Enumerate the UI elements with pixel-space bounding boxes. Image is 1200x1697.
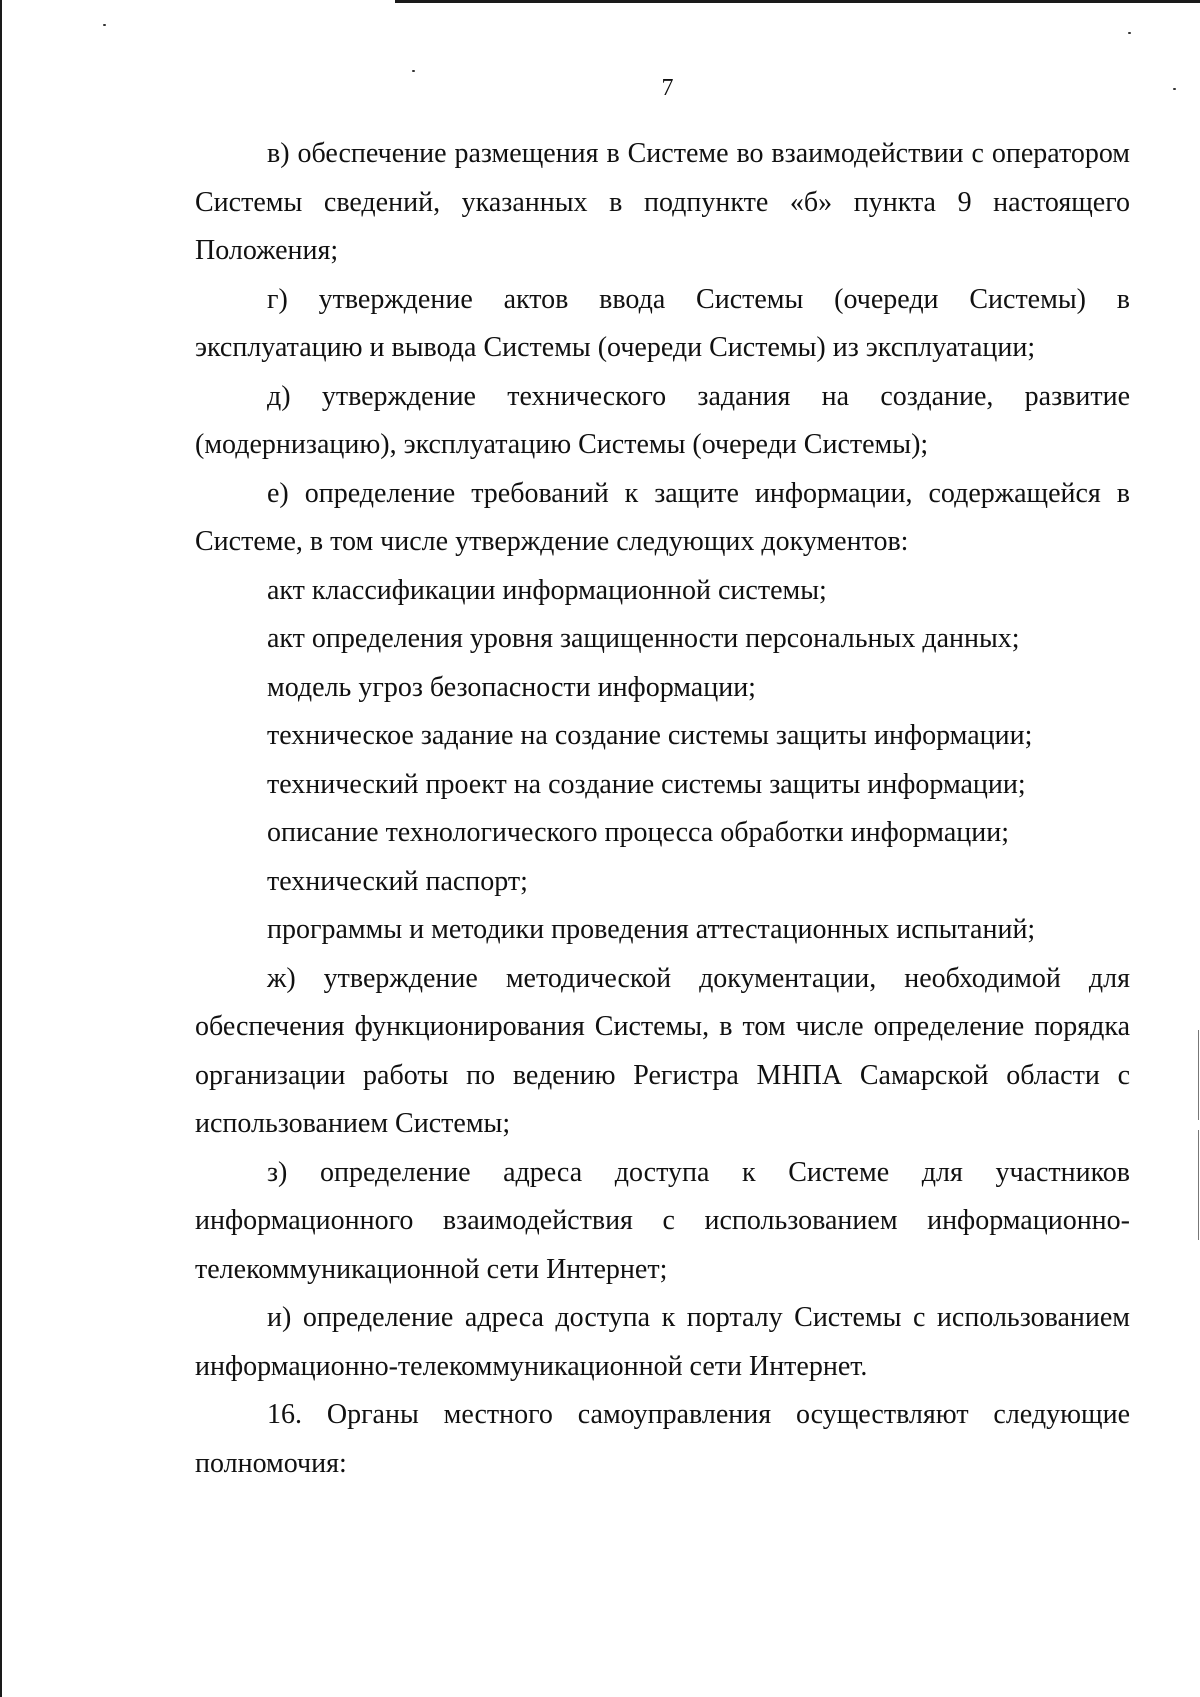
right-edge-mark	[1198, 1130, 1199, 1240]
document-list-item: технический проект на создание системы защиты информации;	[267, 768, 1026, 800]
paragraph-item-zh: ж) утверждение методической документации, необходимой для обеспечения функционирования Системы, в том числе определение порядка организации работы по ведению Регистра МНПА Самарской области с использованием Системы;	[195, 962, 1130, 1139]
document-list-item: описание технологического процесса обработки информации;	[267, 817, 1009, 848]
paragraph-item-z: з) определение адреса доступа к Системе для участников информационного взаимодействия с использованием информационно-телекоммуникационной сети Интернет;	[195, 1156, 1130, 1285]
paragraph-item-i: и) определение адреса доступа к порталу Системы с использованием информационно-телекоммуникационной сети Интернет.	[195, 1302, 1130, 1382]
paragraph-item-e: е) определение требований к защите информации, содержащейся в Системе, в том числе утверждение следующих документов:	[195, 477, 1130, 557]
document-list-item: технический паспорт;	[267, 865, 528, 897]
left-border-line	[0, 0, 2, 1697]
paragraph-16: 16. Органы местного самоуправления осуществляют следующие полномочия:	[195, 1399, 1130, 1479]
paragraph-item-v: в) обеспечение размещения в Системе во взаимодействии с оператором Системы сведений, указанных в подпункте «б» пункта 9 настоящего Положения;	[195, 138, 1130, 266]
paragraph-item-d: д) утверждение технического задания на создание, развитие (модернизацию), эксплуатацию Системы (очереди Системы);	[195, 380, 1130, 460]
scan-speck	[103, 24, 106, 26]
right-edge-mark	[1198, 1030, 1199, 1120]
document-list-item: акт определения уровня защищенности персональных данных;	[267, 623, 1020, 654]
document-list-item: программы и методики проведения аттестационных испытаний;	[267, 914, 1036, 945]
scan-speck	[412, 70, 415, 72]
document-list-item: техническое задание на создание системы защиты информации;	[267, 720, 1033, 751]
scan-speck	[1128, 32, 1131, 34]
document-list-item: акт классификации информационной системы;	[267, 574, 827, 606]
body-text	[195, 130, 1130, 1488]
page-number: 7	[661, 75, 674, 101]
document-list-item: модель угроз безопасности информации;	[267, 671, 756, 703]
paragraph-item-g: г) утверждение актов ввода Системы (очереди Системы) в эксплуатацию и вывода Системы (очереди Системы) из эксплуатации;	[195, 283, 1130, 363]
top-border-line	[395, 0, 1200, 3]
